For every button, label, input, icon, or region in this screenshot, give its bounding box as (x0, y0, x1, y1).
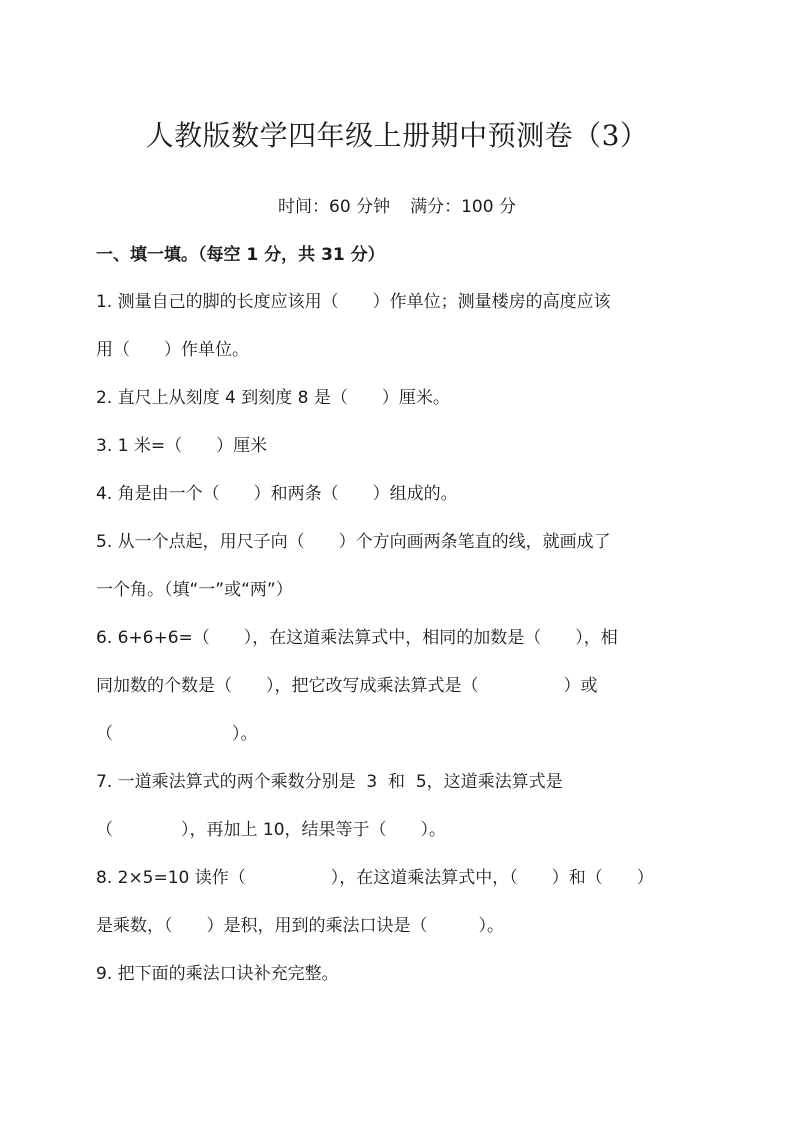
question-line: 3. 1 米=（ ）厘米 (96, 436, 268, 456)
question-line: （ ），再加上 10，结果等于（ ）。 (96, 820, 447, 840)
question-line: 同加数的个数是（ ），把它改写成乘法算式是（ ）或 (96, 676, 598, 696)
question-line: 4. 角是由一个（ ）和两条（ ）组成的。 (96, 484, 458, 504)
question-line: 8. 2×5=10 读作（ ），在这道乘法算式中，（ ）和（ ） (96, 868, 654, 888)
question-line: 是乘数，（ ）是积，用到的乘法口诀是（ ）。 (96, 916, 504, 936)
time-label: 时间：60 分钟 (278, 197, 391, 217)
question-line: 2. 直尺上从刻度 4 到刻度 8 是（ ）厘米。 (96, 388, 450, 408)
exam-info (0, 194, 794, 220)
question-line: 9. 把下面的乘法口诀补充完整。 (96, 964, 339, 984)
question-line: 7. 一道乘法算式的两个乘数分别是 3 和 5，这道乘法算式是 (96, 772, 563, 792)
section-heading: 一、填一填。（每空 1 分，共 31 分） (96, 245, 385, 265)
question-line: 用（ ）作单位。 (96, 340, 249, 360)
page-title: 人教版数学四年级上册期中预测卷（3） (145, 119, 649, 152)
question-line: 6. 6+6+6=（ ），在这道乘法算式中，相同的加数是（ ），相 (96, 628, 618, 648)
question-line: 5. 从一个点起，用尺子向（ ）个方向画两条笔直的线，就画成了 (96, 532, 611, 552)
question-line: 1. 测量自己的脚的长度应该用（ ）作单位；测量楼房的高度应该 (96, 292, 611, 312)
score-label: 满分：100 分 (410, 197, 516, 217)
question-line: 一个角。（填“一”或“两”） (96, 580, 293, 600)
question-line: （ ）。 (96, 724, 258, 744)
